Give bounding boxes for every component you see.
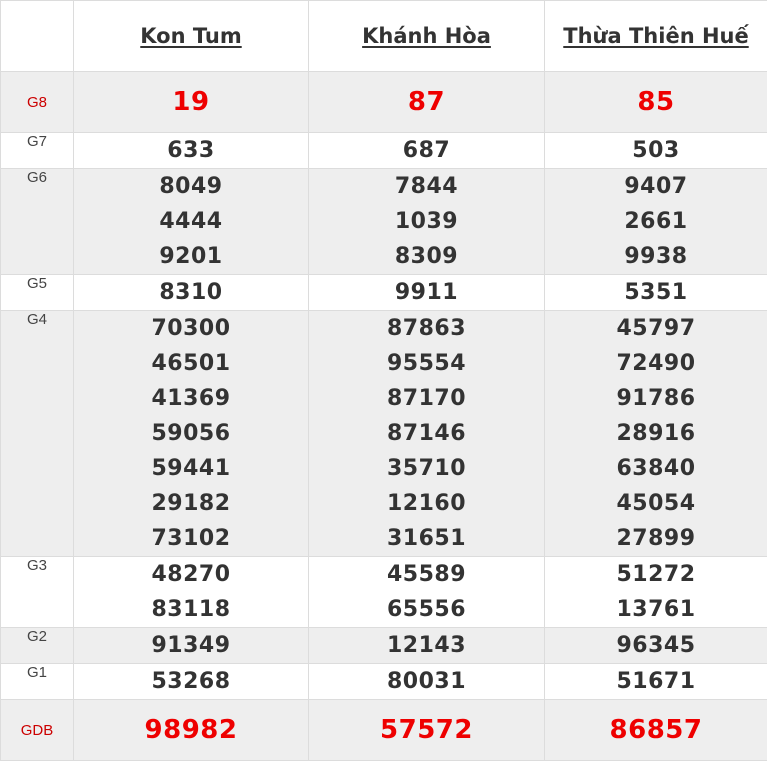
prize-number: 80031 <box>309 664 544 699</box>
prize-number: 72490 <box>545 346 767 381</box>
prize-label: G3 <box>1 557 74 628</box>
prize-cell <box>74 72 309 133</box>
prize-number: 85 <box>545 72 767 132</box>
prize-number: 35710 <box>309 451 544 486</box>
prize-cell <box>74 664 309 700</box>
prize-cell <box>74 557 309 628</box>
prize-number: 9201 <box>74 239 308 274</box>
prize-cell <box>309 311 545 557</box>
prize-number: 9407 <box>545 169 767 204</box>
prize-row-g6 <box>1 169 767 275</box>
prize-cell <box>74 700 309 761</box>
prize-number: 87170 <box>309 381 544 416</box>
prize-number: 57572 <box>309 700 544 760</box>
prize-number: 503 <box>545 133 767 168</box>
prize-cell <box>309 275 545 311</box>
prize-number: 83118 <box>74 592 308 627</box>
prize-number: 28916 <box>545 416 767 451</box>
prize-number: 45797 <box>545 311 767 346</box>
prize-number: 45589 <box>309 557 544 592</box>
prize-number: 687 <box>309 133 544 168</box>
prize-number: 2661 <box>545 204 767 239</box>
header-row <box>1 1 767 72</box>
prize-number: 4444 <box>74 204 308 239</box>
prize-cell <box>545 169 767 275</box>
prize-number: 51272 <box>545 557 767 592</box>
prize-number: 1039 <box>309 204 544 239</box>
prize-number: 12160 <box>309 486 544 521</box>
prize-row-g4 <box>1 311 767 557</box>
prize-row-g8 <box>1 72 767 133</box>
prize-number: 29182 <box>74 486 308 521</box>
prize-label: G1 <box>1 664 74 700</box>
prize-number: 87146 <box>309 416 544 451</box>
prize-number: 96345 <box>545 628 767 663</box>
prize-number: 51671 <box>545 664 767 699</box>
prize-cell <box>545 133 767 169</box>
prize-cell <box>309 700 545 761</box>
prize-number: 8309 <box>309 239 544 274</box>
prize-row-g5 <box>1 275 767 311</box>
province-header-kon-tum[interactable]: Kon Tum <box>74 1 309 72</box>
prize-cell <box>545 700 767 761</box>
prize-cell <box>74 275 309 311</box>
prize-number: 633 <box>74 133 308 168</box>
prize-number: 91786 <box>545 381 767 416</box>
prize-label: G5 <box>1 275 74 311</box>
prize-row-g2 <box>1 628 767 664</box>
prize-number: 9938 <box>545 239 767 274</box>
province-header-khanh-hoa[interactable]: Khánh Hòa <box>309 1 545 72</box>
prize-number: 91349 <box>74 628 308 663</box>
prize-label: G8 <box>1 72 74 133</box>
prize-number: 8049 <box>74 169 308 204</box>
prize-number: 87863 <box>309 311 544 346</box>
prize-number: 59056 <box>74 416 308 451</box>
prize-number: 19 <box>74 72 308 132</box>
header-blank-cell <box>1 1 74 72</box>
prize-number: 63840 <box>545 451 767 486</box>
province-header-thua-thien-hue[interactable]: Thừa Thiên Huế <box>545 1 767 72</box>
prize-number: 86857 <box>545 700 767 760</box>
prize-cell <box>309 169 545 275</box>
prize-label: G4 <box>1 311 74 557</box>
results-body <box>1 1 767 761</box>
prize-cell <box>545 311 767 557</box>
prize-number: 45054 <box>545 486 767 521</box>
prize-label: G2 <box>1 628 74 664</box>
prize-label: GDB <box>1 700 74 761</box>
prize-cell <box>74 133 309 169</box>
prize-number: 41369 <box>74 381 308 416</box>
prize-cell <box>309 664 545 700</box>
prize-cell <box>545 275 767 311</box>
prize-number: 48270 <box>74 557 308 592</box>
prize-cell <box>74 628 309 664</box>
prize-cell <box>309 557 545 628</box>
prize-number: 27899 <box>545 521 767 556</box>
prize-number: 73102 <box>74 521 308 556</box>
prize-number: 70300 <box>74 311 308 346</box>
prize-number: 5351 <box>545 275 767 310</box>
prize-number: 95554 <box>309 346 544 381</box>
prize-cell <box>545 664 767 700</box>
prize-label: G7 <box>1 133 74 169</box>
prize-row-g7 <box>1 133 767 169</box>
prize-number: 12143 <box>309 628 544 663</box>
prize-cell <box>74 169 309 275</box>
prize-number: 13761 <box>545 592 767 627</box>
prize-row-g1 <box>1 664 767 700</box>
prize-number: 53268 <box>74 664 308 699</box>
prize-cell <box>74 311 309 557</box>
prize-number: 7844 <box>309 169 544 204</box>
prize-label: G6 <box>1 169 74 275</box>
prize-number: 46501 <box>74 346 308 381</box>
prize-number: 87 <box>309 72 544 132</box>
prize-number: 65556 <box>309 592 544 627</box>
prize-cell <box>545 628 767 664</box>
prize-number: 98982 <box>74 700 308 760</box>
prize-row-gdb <box>1 700 767 761</box>
prize-number: 31651 <box>309 521 544 556</box>
prize-cell <box>309 72 545 133</box>
prize-row-g3 <box>1 557 767 628</box>
prize-number: 59441 <box>74 451 308 486</box>
prize-cell <box>545 557 767 628</box>
prize-number: 8310 <box>74 275 308 310</box>
prize-number: 9911 <box>309 275 544 310</box>
prize-cell <box>309 133 545 169</box>
prize-cell <box>309 628 545 664</box>
prize-cell <box>545 72 767 133</box>
